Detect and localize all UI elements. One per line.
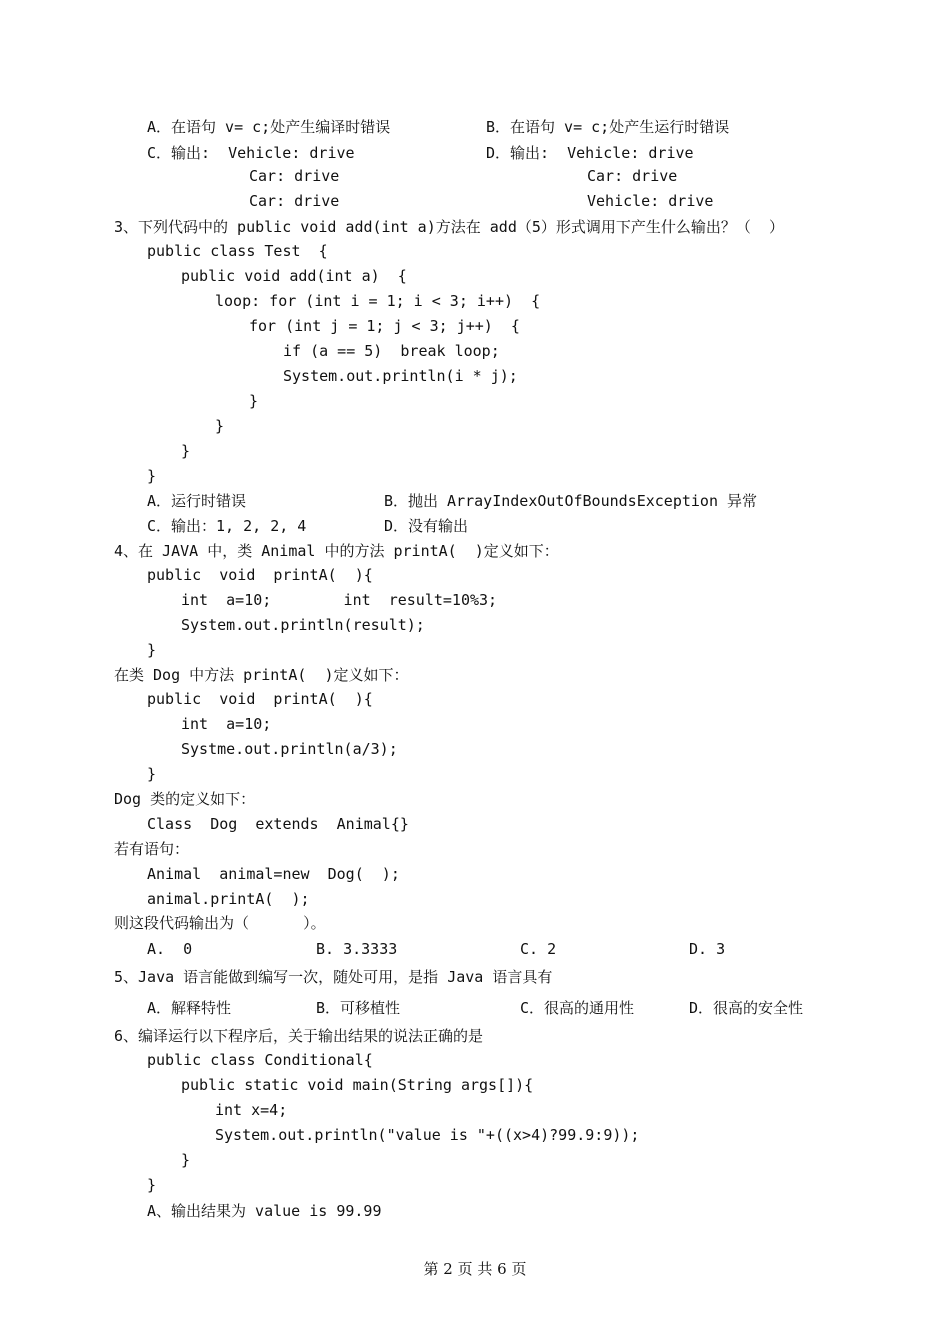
q4-code-8: } <box>147 765 157 783</box>
q6-title: 6、编译运行以下程序后，关于输出结果的说法正确的是 <box>114 1027 484 1045</box>
q6-code-5: } <box>181 1151 191 1169</box>
q4-code-6: int a=10; <box>181 715 272 733</box>
q6-code-1: public class Conditional{ <box>147 1051 373 1069</box>
q2-opt-c-3: Car: drive <box>249 192 340 210</box>
q4-opt-a: A. 0 <box>147 940 193 958</box>
q3-opt-b: B．抛出 ArrayIndexOutOfBoundsException 异常 <box>384 492 758 510</box>
q2-opt-b: B．在语句 v= c;处产生运行时错误 <box>486 118 730 136</box>
q5-opt-c: C．很高的通用性 <box>520 999 635 1017</box>
q3-code-9: } <box>181 442 191 460</box>
q6-code-2: public static void main(String args[]){ <box>181 1076 534 1094</box>
q4-title: 4、在 JAVA 中，类 Animal 中的方法 printA( )定义如下： <box>114 542 559 560</box>
q3-opt-a: A．运行时错误 <box>147 492 247 510</box>
q4-code-7: Systme.out.println(a/3); <box>181 740 398 758</box>
q4-dog-title: 在类 Dog 中方法 printA( )定义如下： <box>114 666 409 684</box>
q3-code-3: loop: for (int i = 1; i < 3; i++) { <box>215 292 541 310</box>
q5-opt-d: D．很高的安全性 <box>689 999 804 1017</box>
q2-opt-d-2: Car: drive <box>587 167 678 185</box>
q4-code-3: System.out.println(result); <box>181 616 425 634</box>
q3-code-2: public void add(int a) { <box>181 267 407 285</box>
q6-code-6: } <box>147 1176 157 1194</box>
q2-opt-c-2: Car: drive <box>249 167 340 185</box>
q3-code-1: public class Test { <box>147 242 328 260</box>
q6-opt-a: A、输出结果为 value is 99.99 <box>147 1202 382 1220</box>
q3-code-6: System.out.println(i * j); <box>283 367 518 385</box>
q4-stmt-title: 若有语句： <box>114 840 190 858</box>
q3-code-4: for (int j = 1; j < 3; j++) { <box>249 317 520 335</box>
q2-opt-a: A．在语句 v= c;处产生编译时错误 <box>147 118 391 136</box>
q3-code-5: if (a == 5) break loop; <box>283 342 500 360</box>
q3-opt-c: C．输出：1, 2, 2, 4 <box>147 517 307 535</box>
q4-opt-b: B. 3.3333 <box>316 940 398 958</box>
q5-title: 5、Java 语言能做到编写一次，随处可用，是指 Java 语言具有 <box>114 968 553 986</box>
q5-opt-a: A．解释特性 <box>147 999 232 1017</box>
q4-code-10: Animal animal=new Dog( ); <box>147 865 400 883</box>
q4-code-5: public void printA( ){ <box>147 690 373 708</box>
q4-opt-c: C. 2 <box>520 940 557 958</box>
q5-opt-b: B．可移植性 <box>316 999 401 1017</box>
q2-opt-d-3: Vehicle: drive <box>587 192 714 210</box>
q4-code-9: Class Dog extends Animal{} <box>147 815 409 833</box>
q4-code-2: int a=10; int result=10%3; <box>181 591 498 609</box>
q6-code-4: System.out.println("value is "+((x>4)?99.9:9)); <box>215 1126 640 1144</box>
q4-opt-d: D. 3 <box>689 940 726 958</box>
q2-opt-d-1: D．输出: Vehicle: drive <box>486 144 694 162</box>
q6-code-3: int x=4; <box>215 1101 288 1119</box>
q3-code-8: } <box>215 417 225 435</box>
page-number-footer: 第 2 页 共 6 页 <box>423 1260 527 1278</box>
q3-opt-d: D．没有输出 <box>384 517 469 535</box>
q4-code-4: } <box>147 641 157 659</box>
q3-title: 3、下列代码中的 public void add(int a)方法在 add（5）形式调用下产生什么输出？（ ） <box>114 218 784 236</box>
q3-code-10: } <box>147 467 157 485</box>
q4-ask: 则这段代码输出为（ ）。 <box>114 914 326 932</box>
q3-code-7: } <box>249 392 259 410</box>
q4-dogdef-title: Dog 类的定义如下： <box>114 790 256 808</box>
q2-opt-c-1: C．输出: Vehicle: drive <box>147 144 355 162</box>
q4-code-1: public void printA( ){ <box>147 566 373 584</box>
q4-code-11: animal.printA( ); <box>147 890 310 908</box>
